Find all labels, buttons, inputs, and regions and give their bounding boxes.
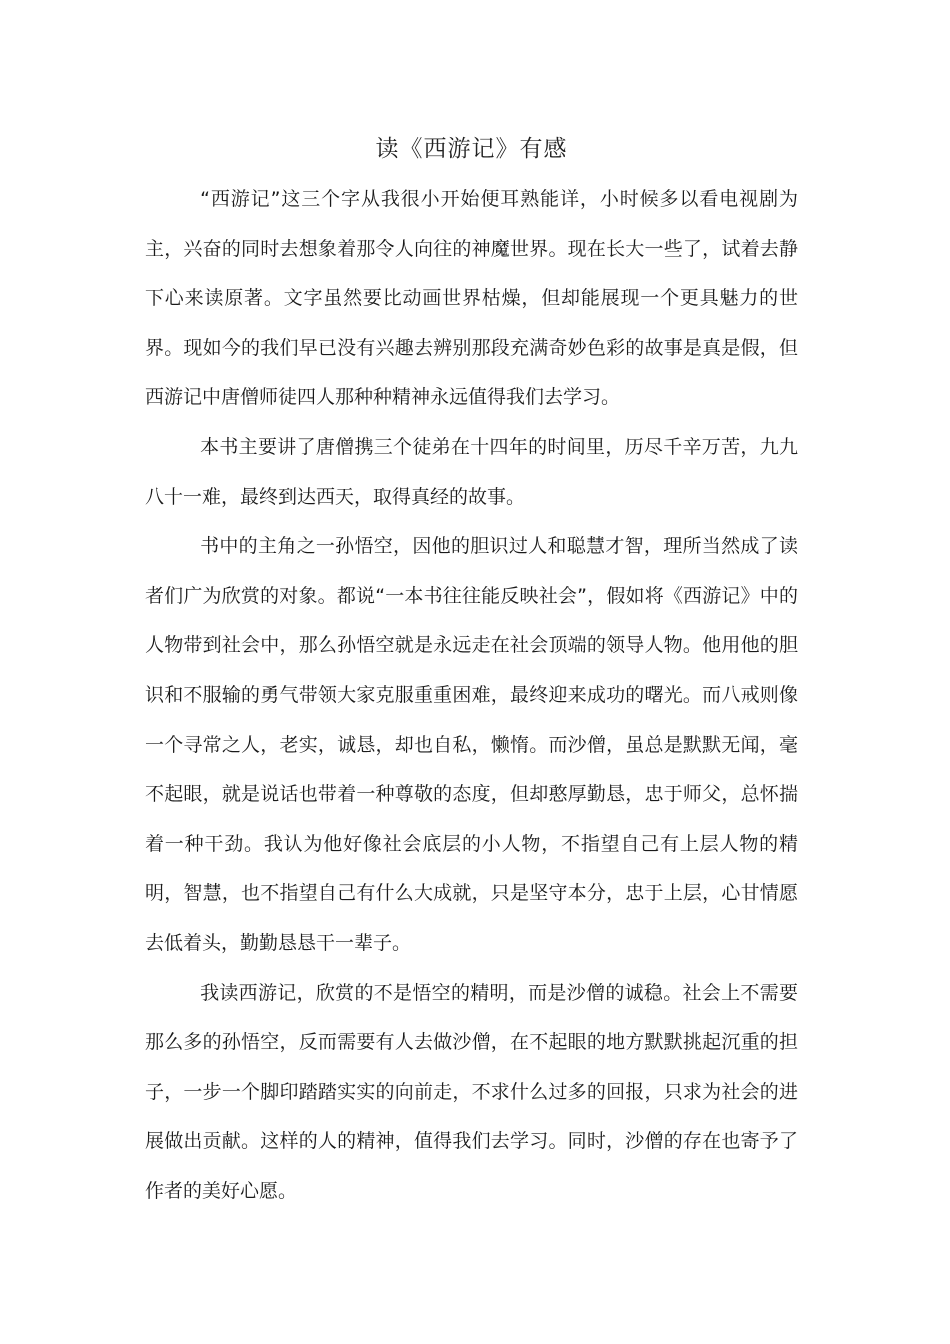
paragraph-intro: “西游记”这三个字从我很小开始便耳熟能详，小时候多以看电视剧为主，兴奋的同时去想象着那令人向往的神魔世界。现在长大一些了，试着去静下心来读原著。文字虽然要比动画世界枯燥，但却能展现一个更具魅力的世界。现如今的我们早已没有兴趣去辨别那段充满奇妙色彩的故事是真是假，但西游记中唐僧师徒四人那种种精神永远值得我们去学习。 (145, 188, 798, 409)
paragraph-summary: 本书主要讲了唐僧携三个徒弟在十四年的时间里，历尽千辛万苦，九九八十一难，最终到达西天，取得真经的故事。 (145, 435, 798, 508)
document-title: 读《西游记》有感 (375, 136, 568, 162)
document-body (145, 130, 798, 1216)
paragraph-characters: 书中的主角之一孙悟空，因他的胆识过人和聪慧才智，理所当然成了读者们广为欣赏的对象。都说“一本书往往能反映社会”，假如将《西游记》中的人物带到社会中，那么孙悟空就是永远走在社会顶端的领导人物。他用他的胆识和不服输的勇气带领大家克服重重困难，最终迎来成功的曙光。而八戒则像一个寻常之人，老实，诚恳，却也自私，懒惰。而沙僧，虽总是默默无闻，毫不起眼，就是说话也带着一种尊敬的态度，但却憨厚勤恳，忠于师父，总怀揣着一种干劲。我认为他好像社会底层的小人物，不指望自己有上层人物的精明，智慧，也不指望自己有什么大成就，只是坚守本分，忠于上层，心甘情愿去低着头，勤勤恳恳干一辈子。 (145, 535, 798, 954)
paragraph-conclusion: 我读西游记，欣赏的不是悟空的精明，而是沙僧的诚稳。社会上不需要那么多的孙悟空，反而需要有人去做沙僧，在不起眼的地方默默挑起沉重的担子，一步一个脚印踏踏实实的向前走，不求什么过多的回报，只求为社会的进展做出贡献。这样的人的精神，值得我们去学习。同时，沙僧的存在也寄予了作者的美好心愿。 (145, 981, 798, 1202)
